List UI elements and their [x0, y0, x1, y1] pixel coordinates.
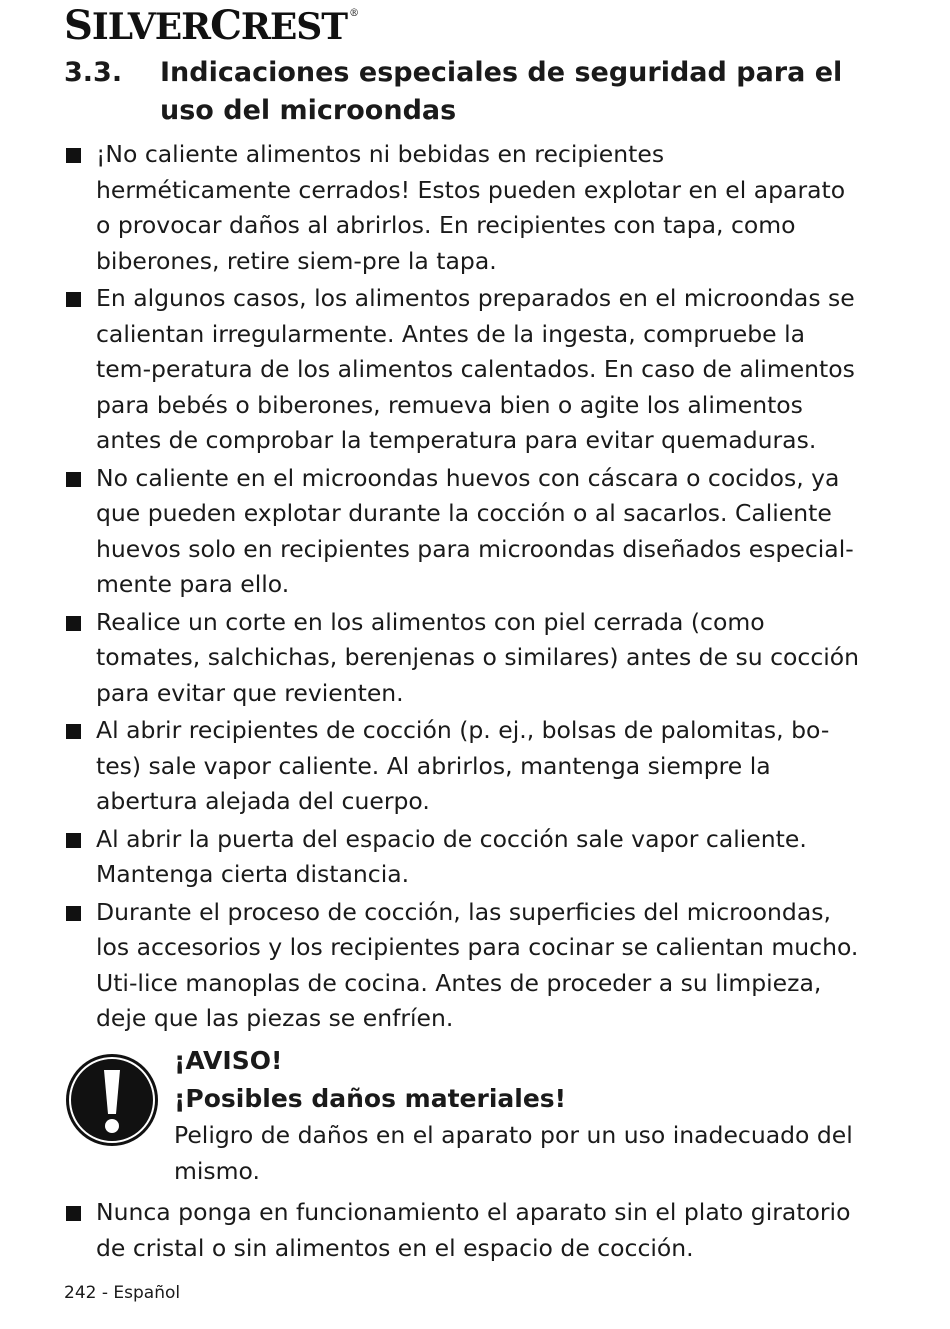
safety-list: [64, 137, 864, 1039]
warning-heading: ¡AVISO!: [174, 1046, 283, 1075]
list-item-text: Al abrir recipientes de cocción (p. ej., bolsas de palomitas, bo-tes) sale vapor caliente. Al abrirlos, mantenga siempre la abertura alejada del cuerpo.: [96, 716, 830, 815]
warning-body: Peligro de daños en el aparato por un uso inadecuado del mismo.: [174, 1121, 853, 1185]
list-item: [64, 461, 864, 603]
list-item-text: ¡No caliente alimentos ni bebidas en recipientes herméticamente cerrados! Estos pueden explotar en el aparato o provocar daños al abrirlos. En recipientes con tapa, como biberones, retire siem-pre la tapa.: [96, 140, 846, 275]
section-title: Indicaciones especiales de seguridad para el uso del microondas: [160, 57, 843, 126]
square-bullet-icon: [66, 1206, 81, 1221]
square-bullet-icon: [66, 616, 81, 631]
warning-text-block: [174, 1042, 864, 1189]
square-bullet-icon: [66, 472, 81, 487]
logo-text: ILVER: [91, 6, 211, 48]
page-footer: 242 - Español: [64, 1283, 181, 1303]
list-item-text: Realice un corte en los alimentos con piel cerrada (como tomates, salchichas, berenjenas o similares) antes de su cocción para evitar que revienten.: [96, 607, 860, 707]
list-item: [64, 605, 864, 712]
logo-text: REST: [240, 6, 348, 48]
brand-logo: [64, 2, 358, 49]
list-item: [64, 1195, 864, 1266]
safety-list-continued: [64, 1195, 864, 1268]
warning-subheading: ¡Posibles daños materiales!: [174, 1084, 567, 1113]
square-bullet-icon: [66, 833, 81, 848]
square-bullet-icon: [66, 148, 81, 163]
square-bullet-icon: [66, 724, 81, 739]
list-item-text: No caliente en el microondas huevos con cáscara o cocidos, ya que pueden explotar durante la cocción o al sacarlos. Caliente huevos solo en recipientes para microondas diseñados especial-mente para ello.: [96, 463, 854, 598]
registered-mark: ®: [349, 8, 359, 19]
list-item: [64, 895, 864, 1037]
list-item-text: Al abrir la puerta del espacio de cocción sale vapor caliente. Mantenga cierta distancia.: [96, 824, 807, 888]
logo-letter: C: [210, 2, 241, 49]
section-heading: [64, 54, 864, 130]
warning-box: [64, 1042, 864, 1192]
list-item: [64, 822, 864, 893]
logo-letter: S: [64, 2, 92, 49]
list-item-text: Nunca ponga en funcionamiento el aparato sin el plato giratorio de cristal o sin alimentos en el espacio de cocción.: [96, 1198, 851, 1262]
list-item-text: Durante el proceso de cocción, las superficies del microondas, los accesorios y los recipientes para cocinar se calientan mucho. Uti-lice manoplas de cocina. Antes de proceder a su limpieza, deje que las piezas se enfríen.: [96, 897, 859, 1032]
list-item: [64, 281, 864, 459]
list-item: [64, 137, 864, 279]
section-number: 3.3.: [64, 57, 123, 88]
list-item-text: En algunos casos, los alimentos preparados en el microondas se calientan irregularmente. Antes de la ingesta, compruebe la tem-peratura de los alimentos calentados. En caso de alimentos para bebés o biberones, remueva bien o agite los alimentos antes de comprobar la temperatura para evitar quemaduras.: [96, 284, 855, 454]
square-bullet-icon: [66, 292, 81, 307]
exclamation-icon: [64, 1052, 160, 1148]
square-bullet-icon: [66, 906, 81, 921]
list-item: [64, 713, 864, 820]
